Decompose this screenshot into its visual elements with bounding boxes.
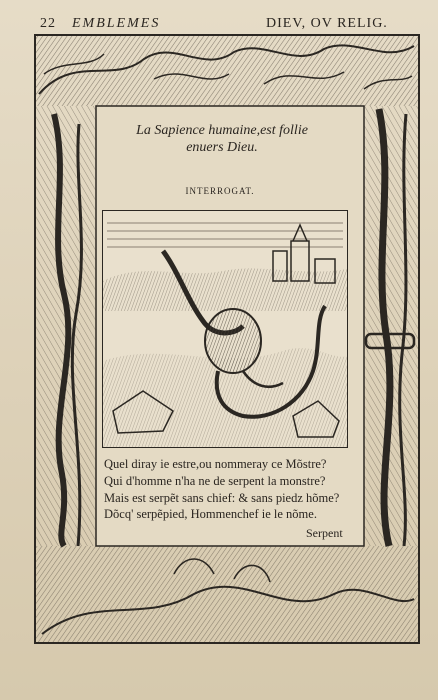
catchword: Serpent: [306, 526, 343, 540]
emblem-label: INTERROGAT.: [185, 186, 255, 196]
page-number: 22: [40, 16, 56, 31]
verse-line-4: Dõcq' serpẽpied, Hommenchef ie le nõme.: [104, 507, 317, 522]
verse-line-3: Mais est serpẽt sans chief: & sans piedz hõme?: [104, 490, 340, 505]
motto-line-2: enuers Dieu.: [186, 140, 258, 155]
running-header: [0, 10, 438, 34]
emblem-verse: [104, 456, 374, 523]
emblem-woodcut: [102, 210, 348, 448]
verse-line-2: Qui d'homme n'ha ne de serpent la monstre?: [104, 473, 326, 488]
running-subtitle: DIEV, OV RELIG.: [266, 16, 388, 31]
running-title: EMBLEMES: [72, 16, 161, 31]
motto-line-1: La Sapience humaine,est follie: [136, 123, 308, 138]
woodcut-illustration: [103, 211, 347, 447]
emblem-motto: [128, 122, 316, 156]
verse-line-1: Quel diray ie estre,ou nommeray ce Mõstre?: [104, 457, 327, 471]
